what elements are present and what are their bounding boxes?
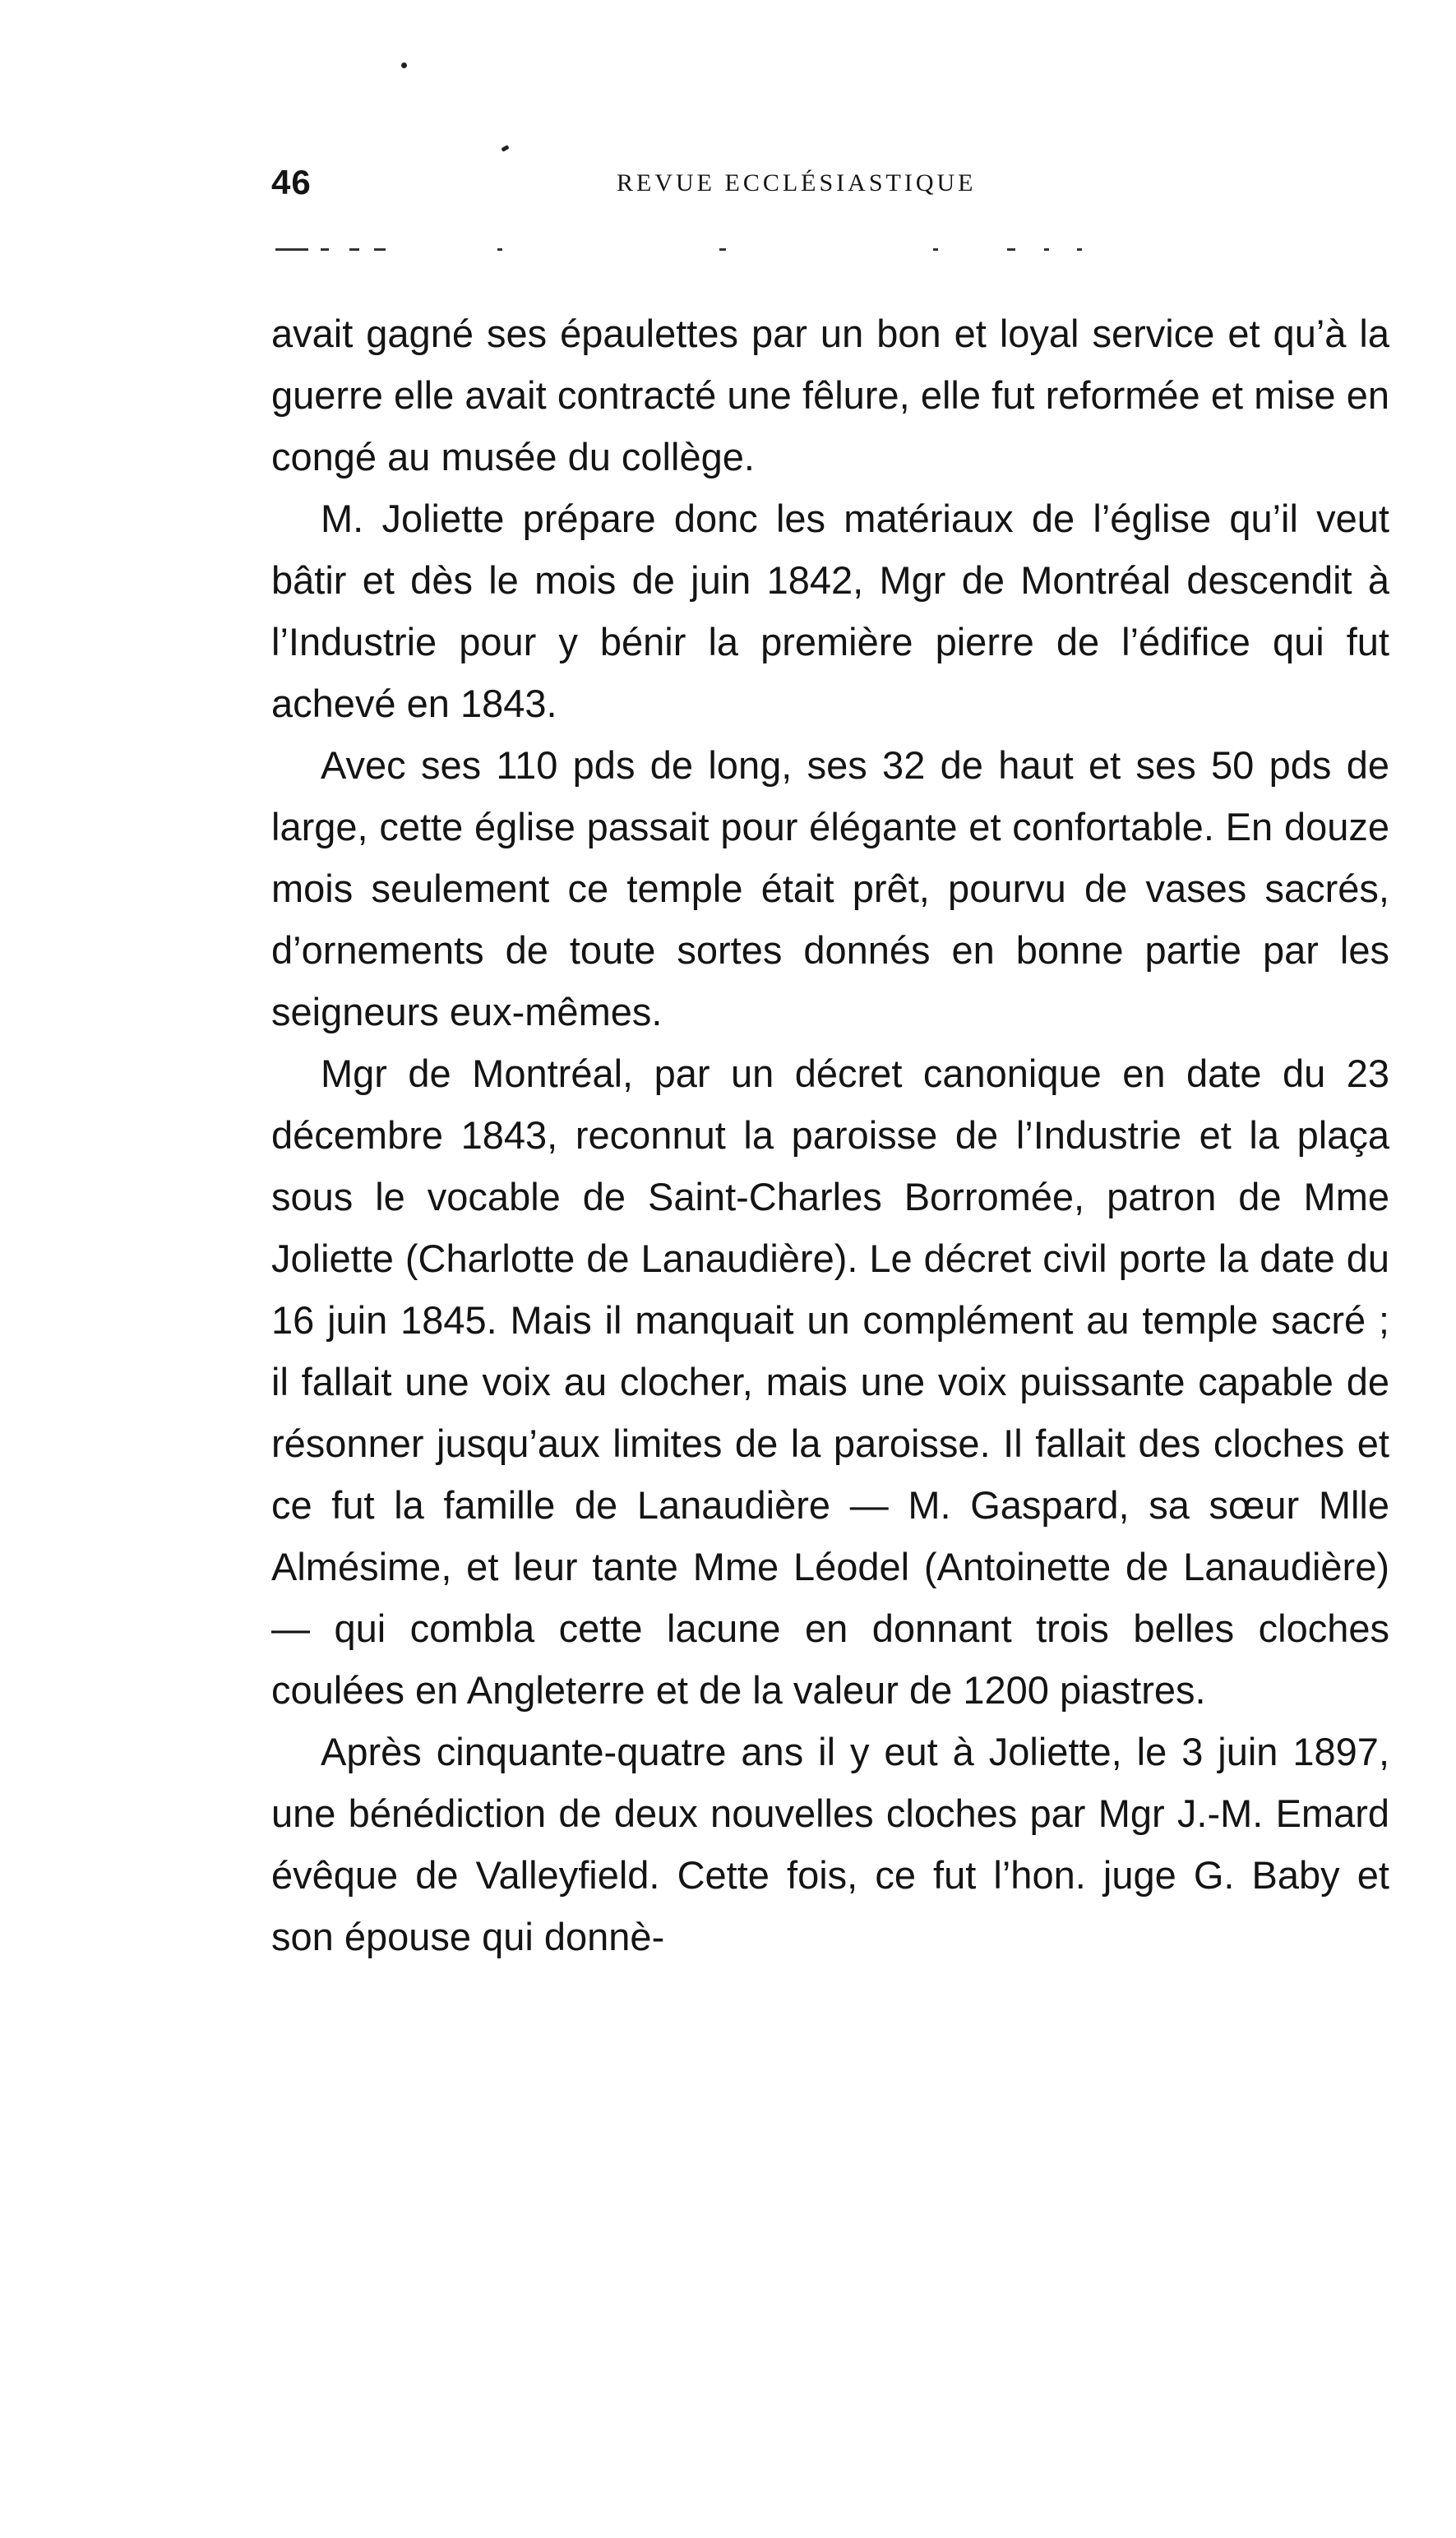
paragraph-5: Après cinquante-quatre ans il y eut à Joliette, le 3 juin 1897, une bénédiction de deux nouvelles cloches par Mgr J.-M. Emard évêque de Valleyfield. Cette fois, ce fut l’hon. juge G. Baby et son épouse qui donnè- bbox=[271, 1730, 1389, 1958]
page-number: 46 bbox=[271, 163, 312, 201]
page-header bbox=[271, 163, 1398, 212]
paragraph-1: avait gagné ses épaulettes par un bon et loyal service et qu’à la guerre elle avait contracté une fêlure, elle fut reformée et mise en congé au musée du collège. bbox=[271, 312, 1389, 478]
body-text bbox=[271, 303, 1389, 1967]
paragraph-4: Mgr de Montréal, par un décret canonique en date du 23 décembre 1843, reconnut la paroisse de l’Industrie et la plaça sous le vocable de Saint-Charles Borromée, patron de Mme Joliette (Charlotte de Lanaudière). Le décret civil porte la date du 16 juin 1845. Mais il manquait un complément au temple sacré ; il fallait une voix au clocher, mais une voix puissante capable de résonner jusqu’aux limites de la paroisse. Il fallait des cloches et ce fut la famille de Lanaudière — M. Gaspard, sa sœur Mlle Almésime, et leur tante Mme Léodel (Antoinette de Lanaudière) — qui combla cette lacune en donnant trois belles cloches coulées en Angleterre et de la valeur de 1200 piastres. bbox=[271, 1052, 1389, 1712]
scan-speck bbox=[501, 145, 509, 152]
header-rule bbox=[275, 248, 1098, 253]
paragraph-2: M. Joliette prépare donc les matériaux de l’église qu’il veut bâtir et dès le mois de juin 1842, Mgr de Montréal descendit à l’Industrie pour y bénir la première pierre de l’édifice qui fut achevé en 1843. bbox=[271, 497, 1389, 725]
running-title: REVUE ECCLÉSIASTIQUE bbox=[617, 169, 977, 196]
paragraph-3: Avec ses 110 pds de long, ses 32 de haut et ses 50 pds de large, cette église passait pour élégante et confortable. En douze mois seulement ce temple était prêt, pourvu de vases sacrés, d’ornements de toute sortes donnés en bonne partie par les seigneurs eux-mêmes. bbox=[271, 743, 1389, 1033]
scan-speck bbox=[401, 62, 407, 68]
